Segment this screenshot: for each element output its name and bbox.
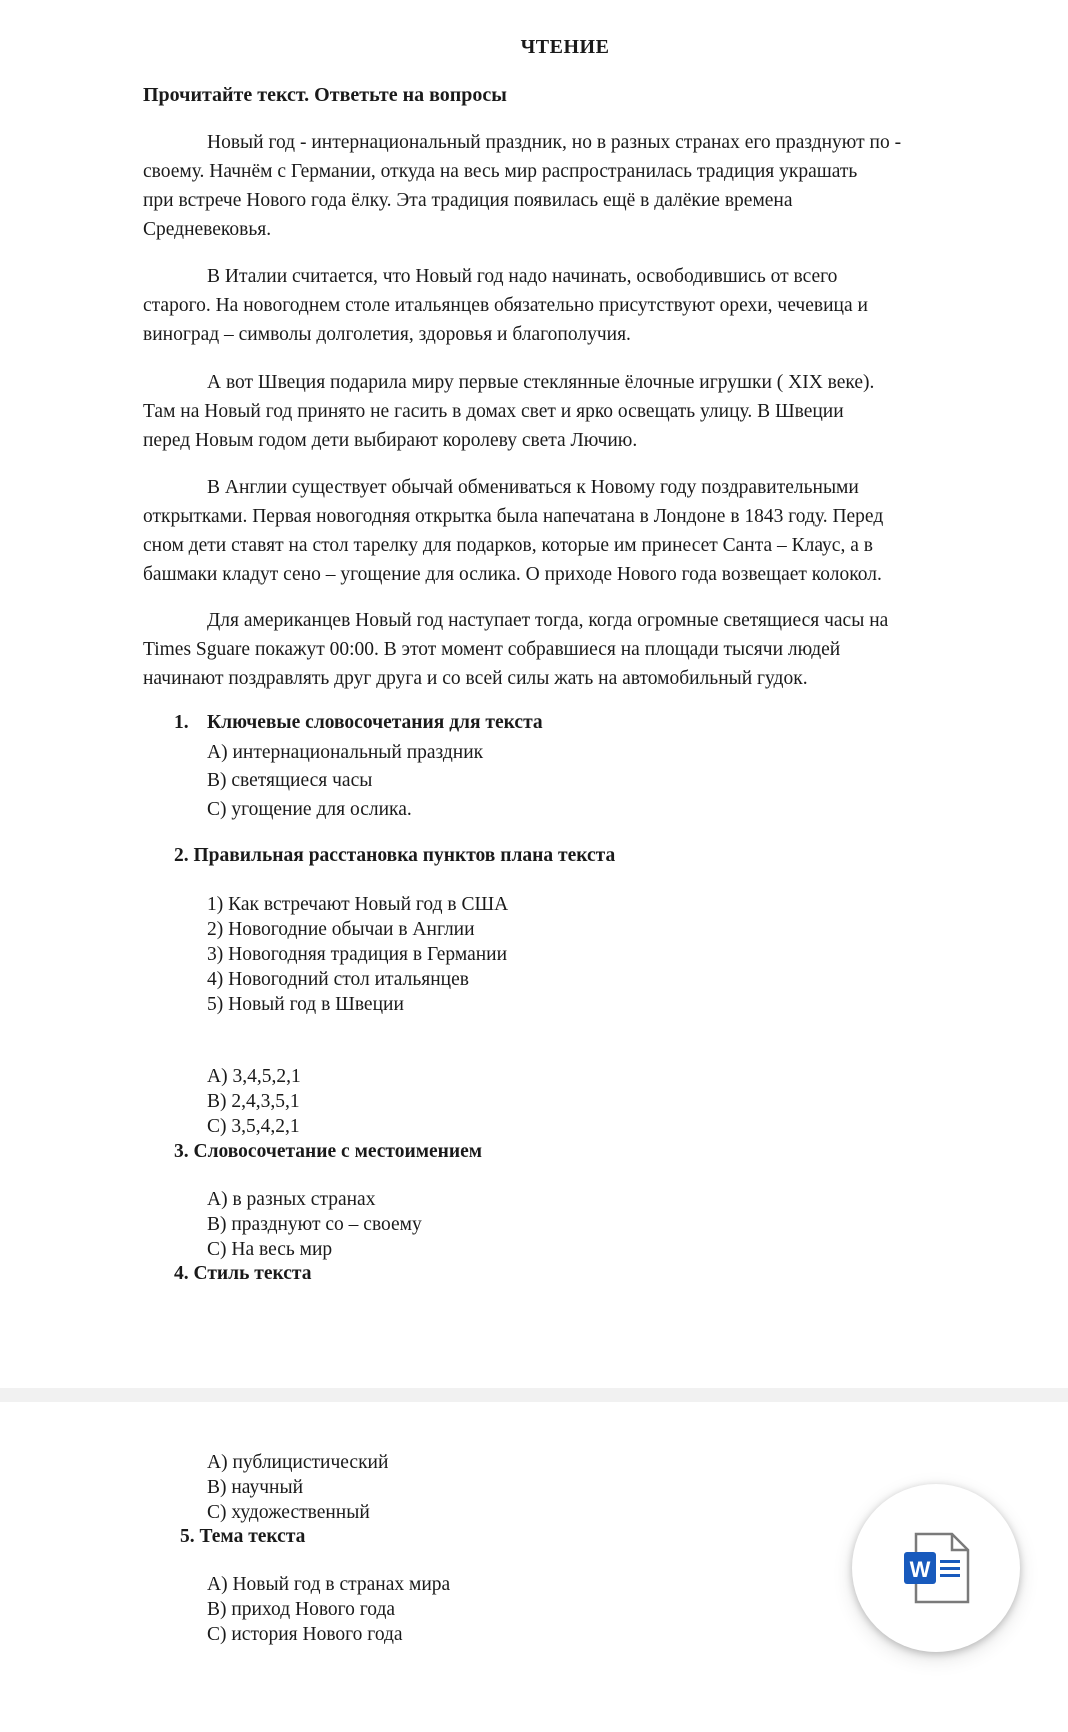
document-title: ЧТЕНИЕ [520,36,610,58]
q2-option-a: А) 3,4,5,2,1 [207,1066,301,1087]
question-4-title: 4. Стиль текста [174,1263,312,1284]
q2-plan-item: 2) Новогодние обычаи в Англии [207,919,475,940]
q3-option-b: В) празднуют со – своему [207,1214,422,1235]
page-separator [0,1388,1068,1402]
q3-option-c: С) На весь мир [207,1239,333,1260]
paragraph-usa: Для американцев Новый год наступает тогда, когда огромные светящиеся часы на Times Sguare покажут 00:00. В этот момент собравшиеся на площади тысячи людей начинают поздравлять друг друга и со всей силы жать на автомобильный гудок. [143,610,889,689]
paragraph-italy: В Италии считается, что Новый год надо начинать, освободившись от всего старого. На новогоднем столе итальянцев обязательно присутствуют орехи, чечевица и виноград – символы долголетия, здоровья и благополучия. [143,266,868,345]
paragraph-england: В Англии существует обычай обмениваться к Новому году поздравительными открытками. Первая новогодняя открытка была напечатана в Лондоне в 1843 году. Перед сном дети ставят на стол тарелку для подарков, которые им принесет Санта – Клаус, а в башмаки кладут сено – угощение для ослика. О приходе Нового года возвещает колокол. [143,477,884,585]
paragraph-sweden: А вот Швеция подарила миру первые стеклянные ёлочные игрушки ( XIX веке). Там на Новый год принято не гасить в домах свет и ярко освещать улицу. В Швеции перед Новым годом дети выбирают королеву света Лючию. [143,372,875,451]
q2-plan-item: 3) Новогодняя традиция в Германии [207,944,508,965]
question-2-title: 2. Правильная расстановка пунктов плана текста [174,845,616,866]
q2-options [207,1064,301,1139]
q2-plan-item: 5) Новый год в Швеции [207,994,404,1015]
q5-option-c: С) история Нового года [207,1624,403,1645]
q2-plan-item: 1) Как встречают Новый год в США [207,894,509,915]
q1-option-c: С) угощение для ослика. [207,799,412,820]
open-in-word-button[interactable] [852,1484,1020,1652]
q4-option-b: В) научный [207,1477,304,1498]
q1-option-b: В) светящиеся часы [207,770,373,791]
q5-options [207,1572,450,1647]
word-document-icon [902,1532,972,1604]
q4-option-c: С) художественный [207,1502,370,1523]
q2-plan-list [207,892,508,1017]
paragraph-germany: Новый год - интернациональный праздник, но в разных странах его празднуют по - своему. Начнём с Германии, откуда на весь мир распространилась традиция украшать при встрече Нового года ёлку. Эта традиция появилась ещё в далёкие времена Средневековья. [143,132,902,240]
question-3-title: 3. Словосочетание с местоимением [174,1141,483,1162]
q4-options [207,1450,388,1525]
q2-option-c: С) 3,5,4,2,1 [207,1116,300,1137]
question-1-number: 1. [174,712,189,733]
q5-option-b: В) приход Нового года [207,1599,396,1620]
question-5-title: 5. Тема текста [180,1526,306,1547]
q1-option-a: А) интернациональный праздник [207,742,484,763]
question-1-title: Ключевые словосочетания для текста [207,712,543,733]
instruction: Прочитайте текст. Ответьте на вопросы [143,84,507,106]
q3-option-a: А) в разных странах [207,1189,376,1210]
q2-plan-item: 4) Новогодний стол итальянцев [207,969,469,990]
q4-option-a: А) публицистический [207,1452,389,1473]
q3-options [207,1187,422,1262]
word-letter: W [909,1557,931,1582]
q2-option-b: В) 2,4,3,5,1 [207,1091,300,1112]
q5-option-a: А) Новый год в странах мира [207,1574,451,1595]
